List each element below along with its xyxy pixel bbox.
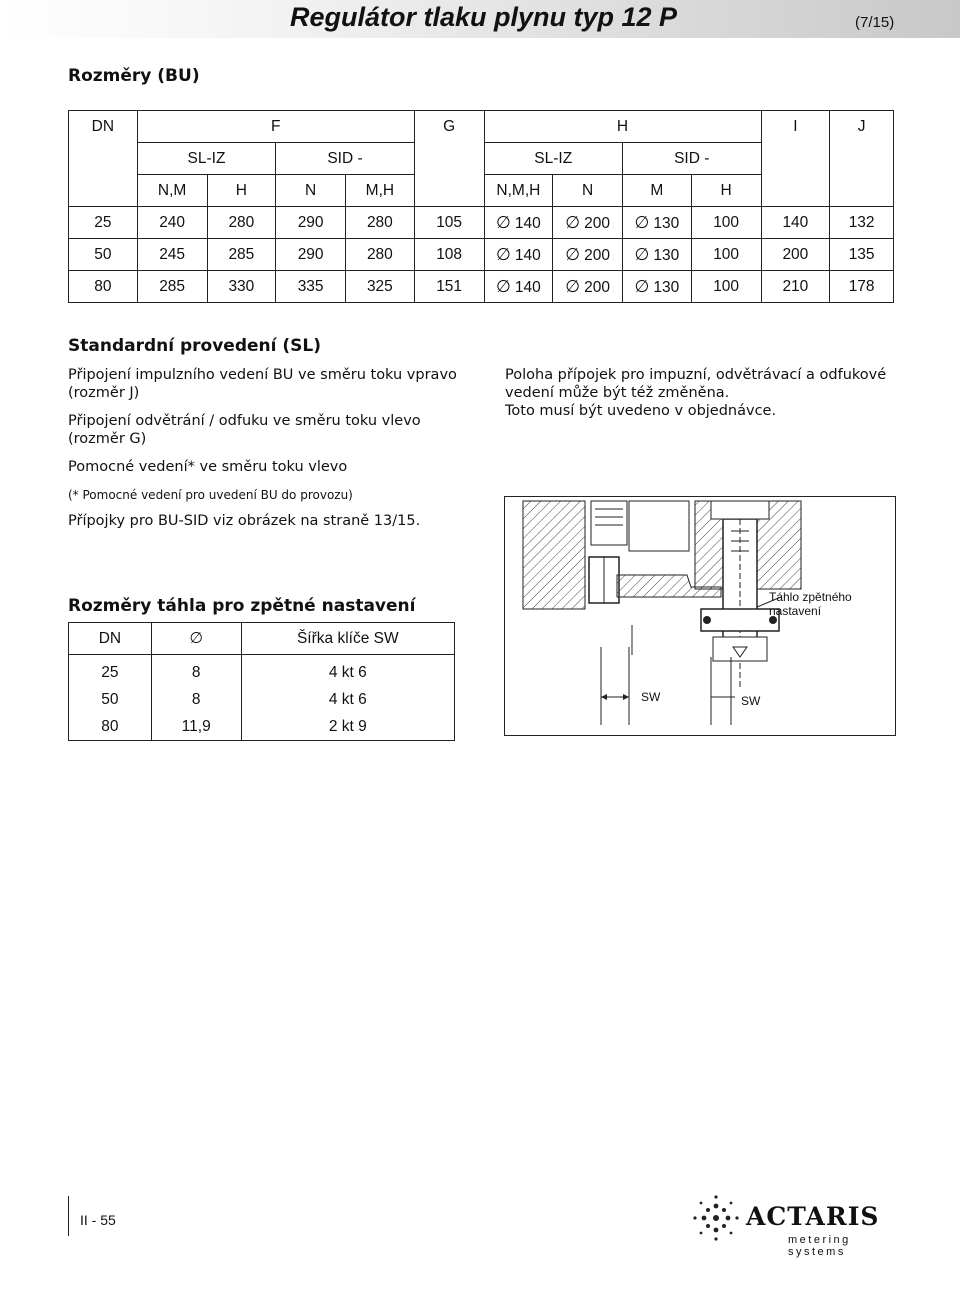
table-cell: 11,9 bbox=[151, 713, 241, 741]
paragraph-order: Toto musí být uvedeno v objednávce. bbox=[505, 403, 777, 419]
subheader-f-sid: SID - bbox=[276, 143, 415, 175]
table-cell: 4 kt 6 bbox=[241, 655, 454, 687]
diameter-icon: ∅ bbox=[634, 212, 650, 232]
table-cell: ∅ 200 bbox=[553, 271, 623, 303]
page-reference: (7/15) bbox=[855, 14, 895, 31]
table-cell: ∅ 130 bbox=[623, 207, 692, 239]
dimensions-table bbox=[68, 110, 894, 303]
table-cell: 290 bbox=[276, 239, 346, 271]
paragraph-auxiliary: Pomocné vedení* ve směru toku vlevo bbox=[68, 459, 348, 475]
rod-header-diameter: ∅ bbox=[151, 623, 241, 655]
paragraph-position: Poloha přípojek pro impuzní, odvětrávací a odfukové vedení může být též změněna. bbox=[505, 367, 887, 401]
table-cell: 4 kt 6 bbox=[241, 686, 454, 713]
rod-header-dn: DN bbox=[69, 623, 152, 655]
subheader-cell: N,M bbox=[137, 175, 207, 207]
table-cell: 100 bbox=[691, 207, 761, 239]
subgroup-header-row bbox=[69, 143, 894, 175]
table-cell: 330 bbox=[207, 271, 276, 303]
table-cell: 140 bbox=[761, 207, 830, 239]
table-cell: 210 bbox=[761, 271, 830, 303]
table-cell: 280 bbox=[346, 207, 415, 239]
footnote-auxiliary: (* Pomocné vedení pro uvedení BU do provozu) bbox=[68, 488, 353, 502]
table-row bbox=[69, 655, 455, 687]
diameter-icon: ∅ bbox=[496, 276, 511, 296]
table-cell: 50 bbox=[69, 686, 152, 713]
table-row bbox=[69, 271, 894, 303]
subheader-cell: H bbox=[207, 175, 276, 207]
subheader-cell: N,M,H bbox=[484, 175, 553, 207]
table-cell: 325 bbox=[346, 271, 415, 303]
actaris-logo bbox=[690, 1192, 900, 1258]
table-cell: 151 bbox=[414, 271, 484, 303]
rod-header-row bbox=[69, 623, 455, 655]
paragraph-impulse: Připojení impulzního vedení BU ve směru toku vpravo (rozměr J) bbox=[68, 367, 457, 401]
table-cell: ∅ 140 bbox=[484, 239, 553, 271]
table-cell: 280 bbox=[207, 207, 276, 239]
table-cell: 105 bbox=[414, 207, 484, 239]
table-cell: 8 bbox=[151, 686, 241, 713]
table-cell: 25 bbox=[69, 207, 138, 239]
table-cell: 200 bbox=[761, 239, 830, 271]
table-cell: 2 kt 9 bbox=[241, 713, 454, 741]
diameter-icon: ∅ bbox=[565, 212, 581, 232]
group-header-row bbox=[69, 111, 894, 143]
table-cell: 100 bbox=[691, 239, 761, 271]
rod-table bbox=[68, 622, 455, 741]
subheader-cell: M bbox=[623, 175, 692, 207]
brand-name: ACTARIS bbox=[746, 1202, 880, 1231]
table-cell: 132 bbox=[830, 207, 894, 239]
page-number-rule bbox=[68, 1196, 69, 1236]
paragraph-vent: Připojení odvětrání / odfuku ve směru toku vlevo (rozměr G) bbox=[68, 413, 421, 447]
subheader-f-sliz: SL-IZ bbox=[137, 143, 276, 175]
table-row bbox=[69, 207, 894, 239]
paragraph-connections: Přípojky pro BU-SID viz obrázek na straně 13/15. bbox=[68, 513, 421, 529]
sw-label-left: SW bbox=[641, 690, 661, 704]
table-cell: ∅ 200 bbox=[553, 239, 623, 271]
diameter-icon: ∅ bbox=[634, 244, 650, 264]
table-cell: 135 bbox=[830, 239, 894, 271]
rod-heading: Rozměry táhla pro zpětné nastavení bbox=[68, 596, 416, 616]
table-cell: 80 bbox=[69, 713, 152, 741]
table-cell: 245 bbox=[137, 239, 207, 271]
subheader-h-sid: SID - bbox=[623, 143, 762, 175]
header-dn: DN bbox=[69, 111, 138, 143]
table-cell: 100 bbox=[691, 271, 761, 303]
table-cell: 108 bbox=[414, 239, 484, 271]
dimensions-heading: Rozměry (BU) bbox=[68, 66, 200, 86]
subheader-cell: N bbox=[553, 175, 623, 207]
subheader-cell: N bbox=[276, 175, 346, 207]
table-cell: ∅ 130 bbox=[623, 239, 692, 271]
standard-heading: Standardní provedení (SL) bbox=[68, 336, 321, 356]
document-title: Regulátor tlaku plynu typ 12 P bbox=[290, 2, 678, 32]
table-row bbox=[69, 686, 455, 713]
sw-label-right: SW bbox=[741, 694, 761, 708]
diameter-icon: ∅ bbox=[634, 276, 650, 296]
table-cell: 285 bbox=[207, 239, 276, 271]
table-cell: ∅ 140 bbox=[484, 271, 553, 303]
header-j: J bbox=[830, 111, 894, 143]
header-i: I bbox=[761, 111, 830, 143]
rod-label-line1: Táhlo zpětného bbox=[769, 590, 852, 604]
table-row bbox=[69, 239, 894, 271]
header-f: F bbox=[137, 111, 414, 143]
table-cell: 50 bbox=[69, 239, 138, 271]
diameter-icon: ∅ bbox=[565, 244, 581, 264]
diameter-icon: ∅ bbox=[565, 276, 581, 296]
sub-subheader-row bbox=[69, 175, 894, 207]
subheader-cell: M,H bbox=[346, 175, 415, 207]
actaris-logo-icon bbox=[690, 1194, 742, 1242]
header-g: G bbox=[414, 111, 484, 143]
table-cell: 280 bbox=[346, 239, 415, 271]
table-cell: 290 bbox=[276, 207, 346, 239]
table-cell: 25 bbox=[69, 655, 152, 687]
page-number: II - 55 bbox=[80, 1212, 116, 1228]
rod-header-wrench: Šířka klíče SW bbox=[241, 623, 454, 655]
subheader-h-sliz: SL-IZ bbox=[484, 143, 623, 175]
table-cell: 240 bbox=[137, 207, 207, 239]
brand-tagline: metering systems bbox=[788, 1234, 851, 1258]
table-cell: 178 bbox=[830, 271, 894, 303]
rod-label-line2: nastavení bbox=[769, 604, 822, 618]
table-cell: ∅ 130 bbox=[623, 271, 692, 303]
table-cell: ∅ 200 bbox=[553, 207, 623, 239]
table-cell: ∅ 140 bbox=[484, 207, 553, 239]
subheader-cell: H bbox=[691, 175, 761, 207]
table-cell: 8 bbox=[151, 655, 241, 687]
diameter-icon: ∅ bbox=[496, 212, 511, 232]
table-cell: 80 bbox=[69, 271, 138, 303]
table-cell: 285 bbox=[137, 271, 207, 303]
technical-drawing bbox=[504, 496, 896, 736]
diameter-icon: ∅ bbox=[496, 244, 511, 264]
rod-label bbox=[769, 590, 852, 618]
table-cell: 335 bbox=[276, 271, 346, 303]
table-row bbox=[69, 713, 455, 741]
header-h: H bbox=[484, 111, 761, 143]
